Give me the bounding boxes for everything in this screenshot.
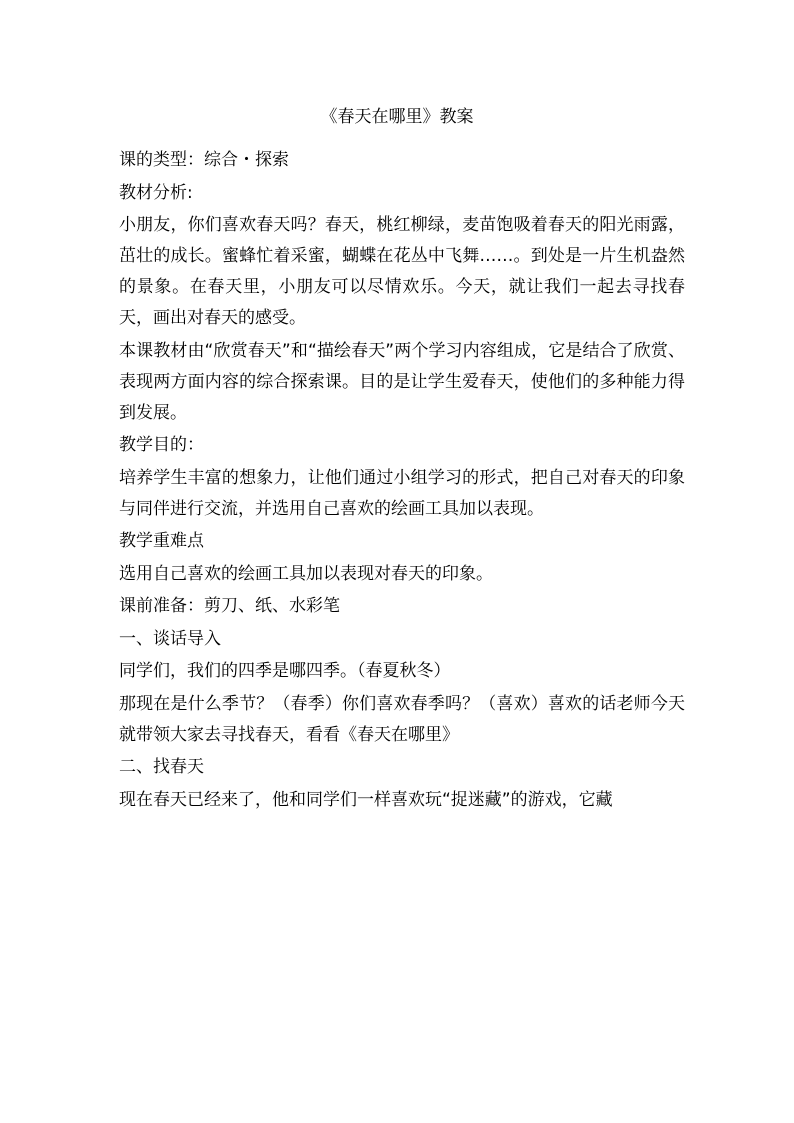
paragraph-material-composition: 本课教材由“欣赏春天”和“描绘春天”两个学习内容组成，它是结合了欣赏、表现两方面内容的综合探索课。目的是让学生爱春天，使他们的多种能力得到发展。: [119, 340, 685, 423]
paragraph-lesson-type: 课的类型：综合・探索: [119, 150, 289, 170]
paragraph-current-season: 那现在是什么季节？（春季）你们喜欢春季吗？（喜欢）喜欢的话老师今天就带领大家去寻找春天，看看《春天在哪里》: [119, 693, 685, 745]
heading-material-analysis: 教材分析:: [119, 182, 193, 203]
paragraph-seasons-question: 同学们，我们的四季是哪四季。（春夏秋冬）: [119, 661, 451, 681]
document-body: [119, 145, 685, 817]
document-title: 《春天在哪里》教案: [320, 107, 474, 127]
heading-teaching-goals: 教学目的：: [119, 435, 204, 455]
paragraph-hide-and-seek: 现在春天已经来了，他和同学们一样喜欢玩“捉迷藏”的游戏，它藏: [119, 789, 613, 810]
paragraph-key-points: 选用自己喜欢的绘画工具加以表现对春天的印象。: [119, 563, 493, 584]
paragraph-preparation: 课前准备：剪刀、纸、水彩笔: [119, 596, 340, 616]
heading-section-two: 二、找春天: [119, 757, 204, 777]
paragraph-intro: 小朋友，你们喜欢春天吗？春天，桃红柳绿，麦苗饱吸着春天的阳光雨露，茁壮的成长。蜜蜂忙着采蜜，蝴蝶在花丛中飞舞……。到处是一片生机盎然的景象。在春天里，小朋友可以尽情欢乐。今天，就让我们一起去寻找春天，画出对春天的感受。: [119, 215, 685, 328]
heading-section-one: 一、谈话导入: [119, 628, 221, 649]
paragraph-teaching-goals: 培养学生丰富的想象力，让他们通过小组学习的形式，把自己对春天的印象与同伴进行交流，并选用自己喜欢的绘画工具加以表现。: [119, 467, 685, 519]
heading-key-points: 教学重难点: [119, 531, 204, 551]
